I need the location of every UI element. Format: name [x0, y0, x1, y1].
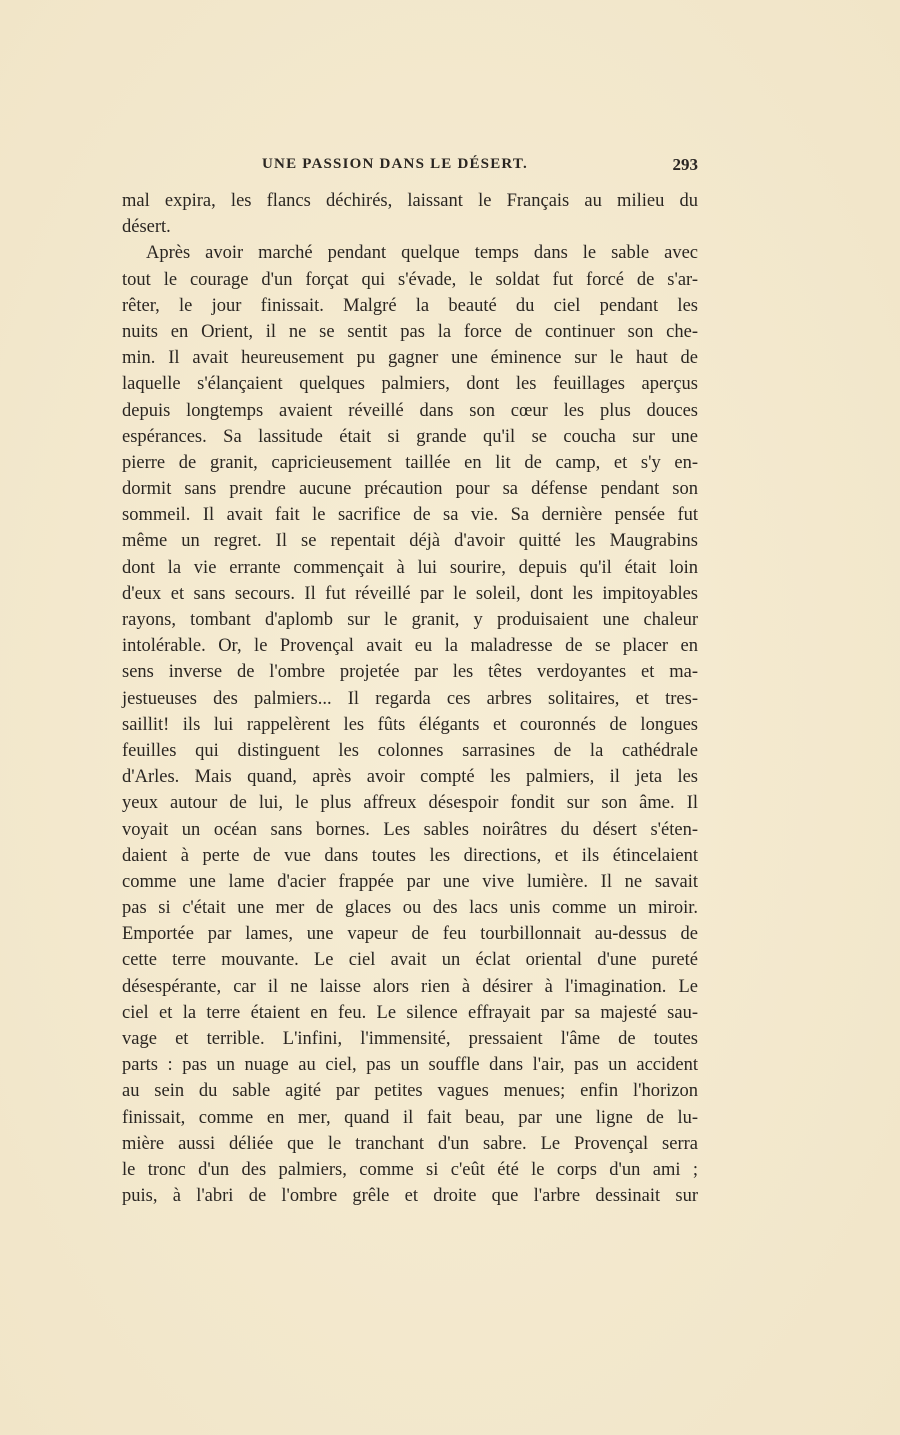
text-line: sommeil. Il avait fait le sacrifice de sa vie. Sa dernière pensée fut: [122, 505, 698, 526]
text-line: daient à perte de vue dans toutes les directions, et ils étincelaient: [122, 845, 698, 866]
text-line: désespérante, car il ne laisse alors rien à désirer à l'imagination. Le: [122, 976, 698, 997]
text-line: comme une lame d'acier frappée par une vive lumière. Il ne savait: [122, 871, 698, 892]
text-line: feuilles qui distinguent les colonnes sarrasines de la cathédrale: [122, 740, 698, 761]
text-line: jestueuses des palmiers... Il regarda ces arbres solitaires, et tres-: [122, 688, 698, 709]
text-line: voyait un océan sans bornes. Les sables noirâtres du désert s'éten-: [122, 819, 698, 840]
text-line: au sein du sable agité par petites vagues menues; enfin l'horizon: [122, 1081, 698, 1102]
text-line: depuis longtemps avaient réveillé dans son cœur les plus douces: [122, 400, 698, 421]
text-line: nuits en Orient, il ne se sentit pas la force de continuer son che-: [122, 321, 698, 342]
text-line: même un regret. Il se repentait déjà d'avoir quitté les Maugrabins: [122, 531, 698, 552]
text-line: puis, à l'abri de l'ombre grêle et droite que l'arbre dessinait sur: [122, 1186, 698, 1207]
text-line: ciel et la terre étaient en feu. Le silence effrayait par sa majesté sau-: [122, 1002, 698, 1023]
text-line: parts : pas un nuage au ciel, pas un souffle dans l'air, pas un accident: [122, 1055, 698, 1076]
text-line: dont la vie errante commençait à lui sourire, depuis qu'il était loin: [122, 557, 698, 578]
text-line: finissait, comme en mer, quand il fait beau, par une ligne de lu-: [122, 1107, 698, 1128]
text-line: d'eux et sans secours. Il fut réveillé par le soleil, dont les impitoyables: [122, 583, 698, 604]
text-line: rayons, tombant d'aplomb sur le granit, y produisaient une chaleur: [122, 610, 698, 630]
text-line: mière aussi déliée que le tranchant d'un sabre. Le Provençal serra: [122, 1133, 698, 1154]
text-line: cette terre mouvante. Le ciel avait un éclat oriental d'une pureté: [122, 950, 698, 971]
text-line: vage et terrible. L'infini, l'immensité, pressaient l'âme de toutes: [122, 1029, 698, 1049]
running-title: UNE PASSION DANS LE DÉSERT.: [262, 156, 528, 172]
text-line: saillit! ils lui rappelèrent les fûts élégants et couronnés de longues: [122, 714, 698, 735]
text-line: dormit sans prendre aucune précaution pour sa défense pendant son: [122, 479, 698, 500]
page-header: [122, 156, 698, 182]
text-line: rêter, le jour finissait. Malgré la beauté du ciel pendant les: [122, 295, 698, 316]
text-line: pas si c'était une mer de glaces ou des lacs unis comme un miroir.: [122, 898, 698, 919]
text-line: tout le courage d'un forçat qui s'évade, le soldat fut forcé de s'ar-: [122, 269, 698, 290]
text-line: laquelle s'élançaient quelques palmiers, dont les feuillages aperçus: [122, 374, 698, 395]
page-number: 293: [672, 155, 698, 174]
text-line: le tronc d'un des palmiers, comme si c'eût été le corps d'un ami ;: [122, 1159, 698, 1180]
text-line: min. Il avait heureusement pu gagner une éminence sur le haut de: [122, 348, 698, 369]
text-line: d'Arles. Mais quand, après avoir compté les palmiers, il jeta les: [122, 767, 698, 788]
text-line: désert.: [122, 217, 171, 238]
body-text: [122, 188, 698, 1209]
text-line: pierre de granit, capricieusement taillée en lit de camp, et s'y en-: [122, 452, 698, 473]
text-line: mal expira, les flancs déchirés, laissant le Français au milieu du: [122, 191, 698, 211]
text-line: espérances. Sa lassitude était si grande qu'il se coucha sur une: [122, 426, 698, 447]
text-line: Emportée par lames, une vapeur de feu tourbillonnait au-dessus de: [122, 924, 698, 945]
text-line: Après avoir marché pendant quelque temps dans le sable avec: [146, 243, 698, 264]
text-line: sens inverse de l'ombre projetée par les têtes verdoyantes et ma-: [122, 662, 698, 683]
text-line: intolérable. Or, le Provençal avait eu la maladresse de se placer en: [122, 636, 698, 657]
text-line: yeux autour de lui, le plus affreux désespoir fondit sur son âme. Il: [122, 793, 698, 814]
